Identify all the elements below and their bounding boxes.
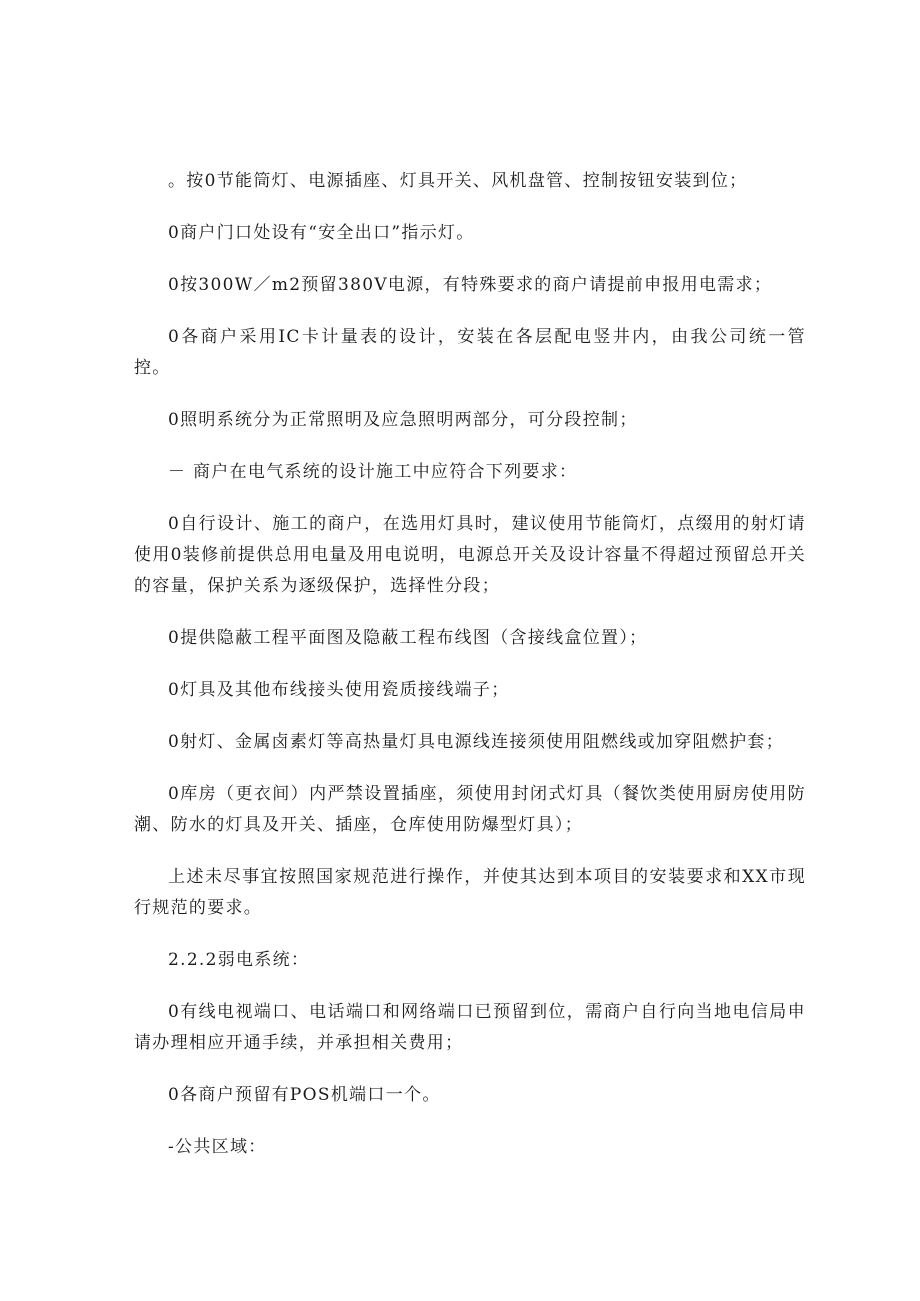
paragraph-self-design-tenants: 0自行设计、施工的商户，在选用灯具时，建议使用节能筒灯，点缀用的射灯请使用0装修前提供总用电量及用电说明，电源总开关及设计容量不得超过预留总开关的容量，保护关系为逐级保护，选择性分段； xyxy=(134,514,806,596)
document-body xyxy=(134,166,806,1184)
section-heading-weak-current: 2.2.2弱电系统： xyxy=(168,950,310,970)
paragraph-flame-retardant-wiring: 0射灯、金属卤素灯等高热量灯具电源线连接须使用阻燃线或加穿阻燃护套； xyxy=(168,732,785,752)
paragraph-fixtures-installed: 。按0节能筒灯、电源插座、灯具开关、风机盘管、控制按钮安装到位； xyxy=(168,171,748,191)
paragraph-lighting-system: 0照明系统分为正常照明及应急照明两部分，可分段控制； xyxy=(168,410,638,430)
paragraph-electrical-requirements-heading: － 商户在电气系统的设计施工中应符合下列要求： xyxy=(168,462,578,482)
paragraph-concealed-works-drawings: 0提供隐蔽工程平面图及隐蔽工程布线图（含接线盒位置）； xyxy=(168,628,648,648)
paragraph-pos-port: 0各商户预留有POS机端口一个。 xyxy=(168,1085,441,1105)
paragraph-power-reserve: 0按300W／m2预留380V电源，有特殊要求的商户请提前申报用电需求； xyxy=(168,275,773,295)
paragraph-ic-card-meter: 0各商户采用IC卡计量表的设计，安装在各层配电竖井内，由我公司统一管控。 xyxy=(134,327,806,378)
paragraph-storeroom-rules: 0库房（更衣间）内严禁设置插座，须使用封闭式灯具（餐饮类使用厨房使用防潮、防水的灯具及开关、插座，仓库使用防爆型灯具）； xyxy=(134,784,806,835)
paragraph-tv-phone-network-ports: 0有线电视端口、电话端口和网络端口已预留到位，需商户自行向当地电信局申请办理相应开通手续，并承担相关费用； xyxy=(134,1002,806,1053)
paragraph-exit-sign: 0商户门口处设有“安全出口”指示灯。 xyxy=(168,223,475,243)
paragraph-ceramic-terminals: 0灯具及其他布线接头使用瓷质接线端子； xyxy=(168,680,510,700)
paragraph-national-standards: 上述未尽事宜按照国家规范进行操作，并使其达到本项目的安装要求和XX市现行规范的要求。 xyxy=(134,867,806,918)
section-heading-public-area: -公共区域： xyxy=(168,1137,267,1157)
